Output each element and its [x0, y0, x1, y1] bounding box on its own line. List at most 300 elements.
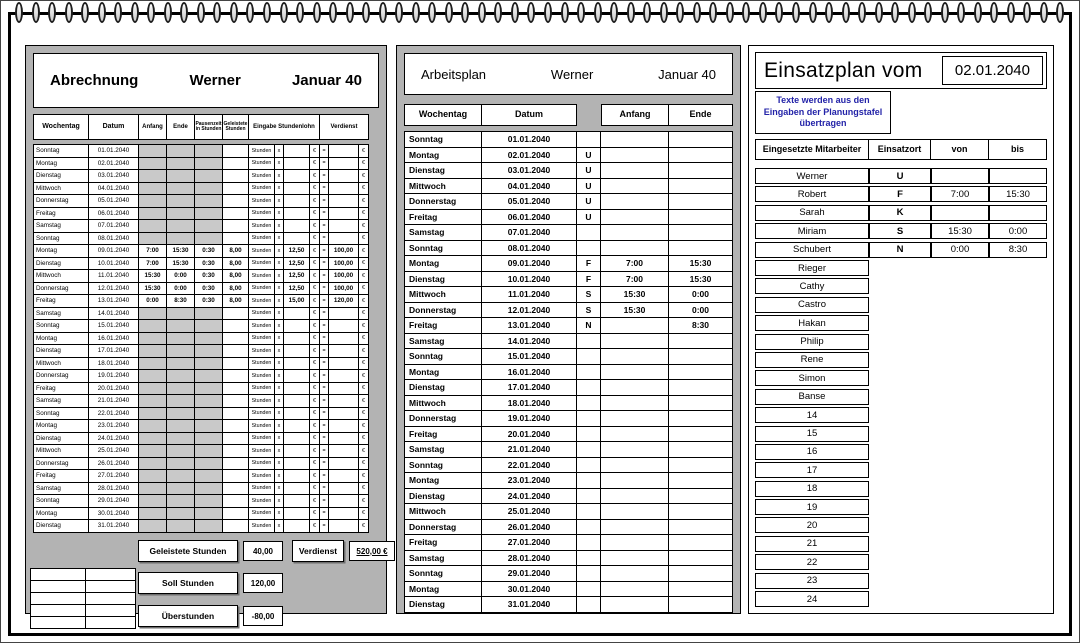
pause-cell[interactable]: [195, 469, 223, 483]
date-cell: 02.01.2040: [89, 157, 139, 171]
end-time-cell[interactable]: [167, 494, 195, 508]
end-time-cell[interactable]: [167, 444, 195, 458]
bis-time-cell: [989, 370, 1047, 386]
spiral-ring: [594, 2, 602, 23]
pause-cell[interactable]: [195, 519, 223, 533]
end-time-cell[interactable]: [167, 382, 195, 396]
start-time-cell[interactable]: [139, 519, 167, 533]
spiral-ring: [379, 2, 387, 23]
start-time-cell[interactable]: [139, 482, 167, 496]
earnings-cell: [329, 507, 359, 521]
hourly-wage-cell[interactable]: [284, 382, 310, 396]
end-time-cell[interactable]: [669, 224, 733, 241]
end-time-cell[interactable]: [167, 394, 195, 408]
weekday-cell: Freitag: [404, 426, 482, 443]
start-time-cell[interactable]: [601, 364, 669, 381]
worked-hours-cell: [223, 219, 249, 233]
euro-label: €: [310, 319, 320, 333]
date-cell: 14.01.2040: [89, 307, 139, 321]
spiral-ring: [709, 2, 717, 23]
end-time-cell[interactable]: [669, 379, 733, 396]
start-time-cell[interactable]: [139, 494, 167, 508]
pause-cell[interactable]: [195, 232, 223, 246]
euro-label: €: [359, 507, 369, 521]
hourly-wage-cell[interactable]: [284, 519, 310, 533]
hourly-wage-cell[interactable]: [284, 332, 310, 346]
end-time-cell[interactable]: 8:30: [167, 294, 195, 308]
einsatzort-cell: K: [869, 205, 931, 221]
pause-cell[interactable]: [195, 482, 223, 496]
hourly-wage-cell[interactable]: [284, 307, 310, 321]
end-time-cell[interactable]: 0:00: [167, 282, 195, 296]
shift-code-cell[interactable]: U: [577, 178, 601, 195]
hourly-wage-cell[interactable]: [284, 194, 310, 208]
start-time-cell[interactable]: [139, 432, 167, 446]
pause-cell[interactable]: [195, 182, 223, 196]
end-time-cell[interactable]: [167, 482, 195, 496]
employee-name-cell: 22: [755, 554, 869, 570]
start-time-cell[interactable]: 15:30: [601, 302, 669, 319]
end-time-cell[interactable]: [167, 369, 195, 383]
start-time-cell[interactable]: [139, 207, 167, 221]
pause-cell[interactable]: [195, 144, 223, 158]
arbeitsplan-row: [404, 426, 733, 443]
shift-code-cell[interactable]: [577, 426, 601, 443]
shift-code-cell[interactable]: U: [577, 162, 601, 179]
end-time-cell[interactable]: [669, 178, 733, 195]
shift-code-cell[interactable]: [577, 333, 601, 350]
start-time-cell[interactable]: [601, 224, 669, 241]
earnings-cell: [329, 519, 359, 533]
shift-code-cell[interactable]: [577, 519, 601, 536]
weekday-cell: Mittwoch: [404, 178, 482, 195]
hourly-wage-cell[interactable]: [284, 394, 310, 408]
einsatzplan-date[interactable]: 02.01.2040: [942, 56, 1043, 85]
start-time-cell[interactable]: [601, 534, 669, 551]
end-time-cell[interactable]: [167, 357, 195, 371]
shift-code-cell[interactable]: [577, 534, 601, 551]
shift-code-cell[interactable]: [577, 348, 601, 365]
end-time-cell[interactable]: [669, 147, 733, 164]
hourly-wage-cell[interactable]: [284, 457, 310, 471]
end-time-cell[interactable]: [167, 344, 195, 358]
shift-code-cell[interactable]: [577, 131, 601, 148]
pause-cell[interactable]: [195, 444, 223, 458]
start-time-cell[interactable]: [601, 581, 669, 598]
weekday-cell: Freitag: [33, 294, 89, 308]
end-time-cell[interactable]: [167, 469, 195, 483]
weekday-cell: Mittwoch: [33, 269, 89, 283]
stunden-label: Stunden: [249, 157, 275, 171]
end-time-cell[interactable]: [167, 219, 195, 233]
hourly-wage-cell[interactable]: [284, 219, 310, 233]
times-label: x: [275, 344, 284, 358]
employee-name-cell: 14: [755, 407, 869, 423]
start-time-cell[interactable]: [139, 407, 167, 421]
einsatzplan-row: [755, 242, 1047, 258]
euro-label: €: [310, 282, 320, 296]
start-time-cell[interactable]: [139, 307, 167, 321]
start-time-cell[interactable]: 0:00: [139, 294, 167, 308]
start-time-cell[interactable]: 7:00: [601, 271, 669, 288]
start-time-cell[interactable]: [139, 194, 167, 208]
end-time-cell[interactable]: [167, 457, 195, 471]
geleistete-stunden-button: Geleistete Stunden: [138, 540, 238, 562]
abrechnung-row: [33, 207, 379, 221]
start-time-cell[interactable]: 7:00: [139, 257, 167, 271]
times-label: x: [275, 319, 284, 333]
start-time-cell[interactable]: [601, 131, 669, 148]
end-time-cell[interactable]: [167, 194, 195, 208]
end-time-cell[interactable]: [669, 209, 733, 226]
start-time-cell[interactable]: [601, 317, 669, 334]
shift-code-cell[interactable]: [577, 395, 601, 412]
spiral-ring: [114, 2, 122, 23]
end-time-cell[interactable]: [669, 240, 733, 257]
start-time-cell[interactable]: [139, 319, 167, 333]
end-time-cell[interactable]: [669, 534, 733, 551]
times-label: x: [275, 182, 284, 196]
pause-cell[interactable]: [195, 457, 223, 471]
start-time-cell[interactable]: [139, 344, 167, 358]
worked-hours-cell: [223, 369, 249, 383]
hourly-wage-cell[interactable]: [284, 469, 310, 483]
worked-hours-cell: [223, 519, 249, 533]
end-time-cell[interactable]: [167, 519, 195, 533]
euro-label: €: [359, 394, 369, 408]
spiral-ring: [98, 2, 106, 23]
end-time-cell[interactable]: [669, 193, 733, 210]
bis-time-cell: [989, 389, 1047, 405]
bis-time-cell: [989, 278, 1047, 294]
start-time-cell[interactable]: [139, 219, 167, 233]
end-time-cell[interactable]: [669, 596, 733, 613]
hourly-wage-cell[interactable]: [284, 232, 310, 246]
hourly-wage-cell[interactable]: 12,50: [284, 282, 310, 296]
pause-cell[interactable]: [195, 394, 223, 408]
end-time-cell[interactable]: [167, 507, 195, 521]
start-time-cell[interactable]: [601, 472, 669, 489]
end-time-cell[interactable]: [669, 162, 733, 179]
einsatzplan-row: [755, 444, 1047, 460]
end-time-cell[interactable]: [669, 519, 733, 536]
end-time-cell[interactable]: [167, 169, 195, 183]
end-time-cell[interactable]: 0:00: [669, 302, 733, 319]
start-time-cell[interactable]: [601, 410, 669, 427]
end-time-cell[interactable]: [669, 550, 733, 567]
start-time-cell[interactable]: [601, 503, 669, 520]
end-time-cell[interactable]: [669, 457, 733, 474]
shift-code-cell[interactable]: [577, 488, 601, 505]
end-time-cell[interactable]: [167, 332, 195, 346]
start-time-cell[interactable]: [139, 457, 167, 471]
start-time-cell[interactable]: [139, 357, 167, 371]
end-time-cell[interactable]: [669, 410, 733, 427]
start-time-cell[interactable]: 7:00: [601, 255, 669, 272]
weekday-cell: Dienstag: [404, 488, 482, 505]
pause-cell[interactable]: [195, 169, 223, 183]
end-time-cell[interactable]: 15:30: [167, 244, 195, 258]
end-time-cell[interactable]: 15:30: [669, 271, 733, 288]
start-time-cell[interactable]: [139, 144, 167, 158]
shift-code-cell[interactable]: N: [577, 317, 601, 334]
equals-label: =: [320, 219, 329, 233]
hourly-wage-cell[interactable]: 12,50: [284, 257, 310, 271]
spiral-ring: [1040, 2, 1048, 23]
pause-cell[interactable]: [195, 494, 223, 508]
pause-cell[interactable]: 0:30: [195, 244, 223, 258]
hourly-wage-cell[interactable]: 15,00: [284, 294, 310, 308]
start-time-cell[interactable]: [139, 507, 167, 521]
einsatzplan-row: [755, 352, 1047, 368]
start-time-cell[interactable]: [139, 382, 167, 396]
pause-cell[interactable]: [195, 207, 223, 221]
end-time-cell[interactable]: [167, 419, 195, 433]
end-time-cell[interactable]: [167, 157, 195, 171]
equals-label: =: [320, 457, 329, 471]
start-time-cell[interactable]: [601, 565, 669, 582]
spiral-ring: [494, 2, 502, 23]
end-time-cell[interactable]: [669, 333, 733, 350]
hourly-wage-cell[interactable]: [284, 444, 310, 458]
end-time-cell[interactable]: [669, 348, 733, 365]
weekday-cell: Mittwoch: [404, 503, 482, 520]
start-time-cell[interactable]: [139, 469, 167, 483]
pause-cell[interactable]: [195, 407, 223, 421]
start-time-cell[interactable]: [139, 419, 167, 433]
weekday-cell: Dienstag: [33, 432, 89, 446]
start-time-cell[interactable]: [601, 348, 669, 365]
shift-code-cell[interactable]: S: [577, 302, 601, 319]
start-time-cell[interactable]: [601, 162, 669, 179]
shift-code-cell[interactable]: [577, 224, 601, 241]
hourly-wage-cell[interactable]: [284, 169, 310, 183]
stunden-label: Stunden: [249, 444, 275, 458]
pause-cell[interactable]: [195, 157, 223, 171]
end-time-cell[interactable]: [669, 503, 733, 520]
shift-code-cell[interactable]: [577, 364, 601, 381]
end-time-cell[interactable]: [669, 441, 733, 458]
weekday-cell: Montag: [404, 255, 482, 272]
start-time-cell[interactable]: 15:30: [139, 282, 167, 296]
earnings-cell: 100,00: [329, 269, 359, 283]
start-time-cell[interactable]: [139, 369, 167, 383]
date-cell: 09.01.2040: [482, 255, 577, 272]
pause-cell[interactable]: [195, 219, 223, 233]
shift-code-cell[interactable]: U: [577, 147, 601, 164]
end-time-cell[interactable]: [669, 472, 733, 489]
hourly-wage-cell[interactable]: [284, 407, 310, 421]
einsatzplan-row: [755, 370, 1047, 386]
start-time-cell[interactable]: [601, 209, 669, 226]
end-time-cell[interactable]: [669, 488, 733, 505]
earnings-cell: [329, 169, 359, 183]
shift-code-cell[interactable]: [577, 596, 601, 613]
end-time-cell[interactable]: [167, 144, 195, 158]
bis-time-cell: [989, 426, 1047, 442]
pause-cell[interactable]: [195, 432, 223, 446]
start-time-cell[interactable]: [601, 457, 669, 474]
hourly-wage-cell[interactable]: [284, 482, 310, 496]
weekday-cell: Donnerstag: [404, 519, 482, 536]
shift-code-cell[interactable]: [577, 565, 601, 582]
arbeitsplan-row: [404, 565, 733, 582]
stunden-label: Stunden: [249, 269, 275, 283]
hourly-wage-cell[interactable]: [284, 319, 310, 333]
start-time-cell[interactable]: [601, 333, 669, 350]
start-time-cell[interactable]: [601, 519, 669, 536]
end-time-cell[interactable]: [167, 307, 195, 321]
start-time-cell[interactable]: [601, 240, 669, 257]
hourly-wage-cell[interactable]: [284, 182, 310, 196]
pause-cell[interactable]: 0:30: [195, 294, 223, 308]
start-time-cell[interactable]: 15:30: [601, 286, 669, 303]
shift-code-cell[interactable]: [577, 457, 601, 474]
shift-code-cell[interactable]: U: [577, 209, 601, 226]
hourly-wage-cell[interactable]: [284, 419, 310, 433]
hourly-wage-cell[interactable]: [284, 207, 310, 221]
pause-cell[interactable]: [195, 332, 223, 346]
hourly-wage-cell[interactable]: [284, 357, 310, 371]
shift-code-cell[interactable]: [577, 379, 601, 396]
euro-label: €: [310, 394, 320, 408]
empty-cell: [86, 616, 136, 629]
hourly-wage-cell[interactable]: [284, 369, 310, 383]
pause-cell[interactable]: [195, 369, 223, 383]
times-label: x: [275, 432, 284, 446]
start-time-cell[interactable]: [139, 169, 167, 183]
hourly-wage-cell[interactable]: 12,50: [284, 244, 310, 258]
spiral-ring: [230, 2, 238, 23]
einsatzort-cell: [869, 517, 931, 533]
spiral-ring: [32, 2, 40, 23]
euro-label: €: [359, 307, 369, 321]
shift-code-cell[interactable]: [577, 581, 601, 598]
start-time-cell[interactable]: [139, 182, 167, 196]
pause-cell[interactable]: [195, 344, 223, 358]
pause-cell[interactable]: 0:30: [195, 282, 223, 296]
col-header-einsatzort: Einsatzort: [869, 139, 931, 160]
hourly-wage-cell[interactable]: [284, 144, 310, 158]
end-time-cell[interactable]: 15:30: [167, 257, 195, 271]
date-cell: 29.01.2040: [89, 494, 139, 508]
end-time-cell[interactable]: [669, 364, 733, 381]
start-time-cell[interactable]: [601, 147, 669, 164]
abrechnung-row: [33, 369, 379, 383]
employee-name-cell: 19: [755, 499, 869, 515]
date-cell: 23.01.2040: [89, 419, 139, 433]
pause-cell[interactable]: [195, 357, 223, 371]
shift-code-cell[interactable]: [577, 503, 601, 520]
end-time-cell[interactable]: [167, 432, 195, 446]
pause-cell[interactable]: [195, 382, 223, 396]
shift-code-cell[interactable]: [577, 410, 601, 427]
end-time-cell[interactable]: [669, 565, 733, 582]
hourly-wage-cell[interactable]: [284, 344, 310, 358]
weekday-cell: Sonntag: [404, 565, 482, 582]
hourly-wage-cell[interactable]: [284, 157, 310, 171]
hourly-wage-cell[interactable]: [284, 507, 310, 521]
hourly-wage-cell[interactable]: [284, 432, 310, 446]
euro-label: €: [310, 257, 320, 271]
pause-cell[interactable]: 0:30: [195, 257, 223, 271]
shift-code-cell[interactable]: [577, 441, 601, 458]
pause-cell[interactable]: 0:30: [195, 269, 223, 283]
shift-code-cell[interactable]: F: [577, 255, 601, 272]
shift-code-cell[interactable]: F: [577, 271, 601, 288]
start-time-cell[interactable]: 15:30: [139, 269, 167, 283]
end-time-cell[interactable]: 0:00: [167, 269, 195, 283]
shift-code-cell[interactable]: [577, 472, 601, 489]
shift-code-cell[interactable]: [577, 550, 601, 567]
shift-code-cell[interactable]: [577, 240, 601, 257]
pause-cell[interactable]: [195, 307, 223, 321]
pause-cell[interactable]: [195, 194, 223, 208]
start-time-cell[interactable]: [601, 488, 669, 505]
hourly-wage-cell[interactable]: 12,50: [284, 269, 310, 283]
employee-name-cell: Schubert: [755, 242, 869, 258]
times-label: x: [275, 519, 284, 533]
start-time-cell[interactable]: [601, 379, 669, 396]
end-time-cell[interactable]: [669, 581, 733, 598]
abrechnung-row: [33, 469, 379, 483]
end-time-cell[interactable]: [669, 131, 733, 148]
end-time-cell[interactable]: [167, 407, 195, 421]
equals-label: =: [320, 169, 329, 183]
end-time-cell[interactable]: 15:30: [669, 255, 733, 272]
hourly-wage-cell[interactable]: [284, 494, 310, 508]
date-cell: 18.01.2040: [482, 395, 577, 412]
euro-label: €: [310, 194, 320, 208]
end-time-cell[interactable]: [167, 232, 195, 246]
shift-code-cell[interactable]: U: [577, 193, 601, 210]
pause-cell[interactable]: [195, 419, 223, 433]
pause-cell[interactable]: [195, 319, 223, 333]
col-header-stundenlohn: Eingabe Stundenlohn: [249, 114, 320, 140]
einsatzort-cell: [869, 407, 931, 423]
end-time-cell[interactable]: 0:00: [669, 286, 733, 303]
arbeitsplan-row: [404, 519, 733, 536]
end-time-cell[interactable]: [669, 395, 733, 412]
start-time-cell[interactable]: 7:00: [139, 244, 167, 258]
start-time-cell[interactable]: [139, 232, 167, 246]
start-time-cell[interactable]: [601, 178, 669, 195]
stunden-label: Stunden: [249, 357, 275, 371]
shift-code-cell[interactable]: S: [577, 286, 601, 303]
start-time-cell[interactable]: [601, 596, 669, 613]
pause-cell[interactable]: [195, 507, 223, 521]
start-time-cell[interactable]: [139, 444, 167, 458]
end-time-cell[interactable]: [167, 207, 195, 221]
spiral-ring: [461, 2, 469, 23]
end-time-cell[interactable]: [167, 319, 195, 333]
transfer-note: Texte werden aus den Eingaben der Planungstafel übertragen: [755, 91, 891, 134]
end-time-cell[interactable]: [669, 426, 733, 443]
start-time-cell[interactable]: [139, 157, 167, 171]
abrechnung-table: [33, 144, 379, 533]
start-time-cell[interactable]: [601, 426, 669, 443]
end-time-cell[interactable]: [167, 182, 195, 196]
start-time-cell[interactable]: [601, 441, 669, 458]
start-time-cell[interactable]: [601, 193, 669, 210]
euro-label: €: [359, 169, 369, 183]
start-time-cell[interactable]: [601, 550, 669, 567]
end-time-cell[interactable]: 8:30: [669, 317, 733, 334]
employee-name-cell: 15: [755, 426, 869, 442]
start-time-cell[interactable]: [139, 332, 167, 346]
start-time-cell[interactable]: [139, 394, 167, 408]
start-time-cell[interactable]: [601, 395, 669, 412]
